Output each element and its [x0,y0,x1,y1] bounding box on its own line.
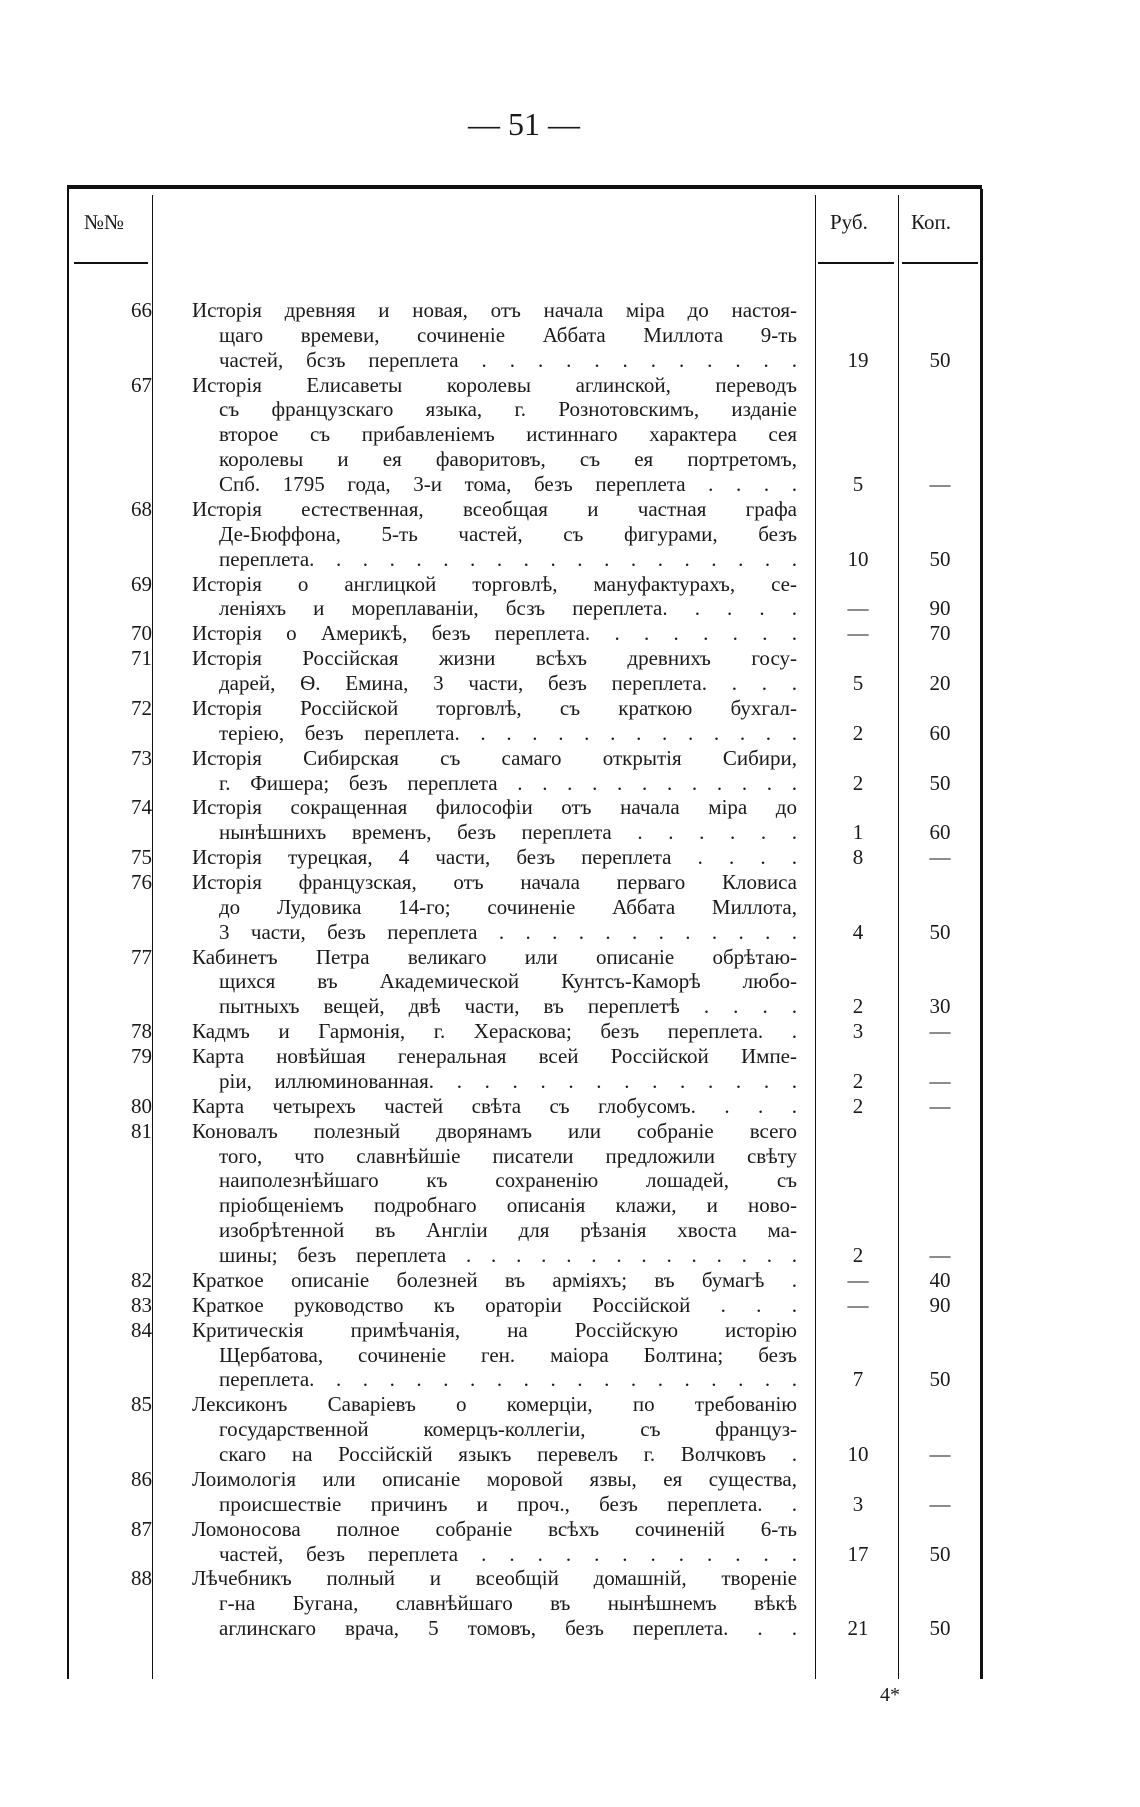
price-kopecks: — [929,845,951,870]
price-rubles: 3 [852,1491,864,1516]
entry-text-line: Лексиконъ Саваріевъ о комерціи, по требованію [192,1392,797,1417]
table-top-rule [67,185,982,189]
price-rubles: 19 [847,347,869,372]
entry-text-line: королевы и ея фаворитовъ, съ ея портретомъ, [219,447,797,472]
entry-number: 69 [131,571,152,596]
entry-number: 71 [131,646,152,671]
entry-number: 75 [131,845,152,870]
price-kopecks: 50 [929,1541,951,1566]
entry-text-line: леніяхъ и мореплаваніи, бсзъ переплета. . . . . [219,596,797,621]
entry-number: 73 [131,745,152,770]
price-rubles: 2 [852,1243,864,1268]
price-rubles: 10 [847,546,869,571]
price-kopecks: 70 [929,621,951,646]
price-kopecks: — [929,1093,951,1118]
entry-number: 78 [131,1019,152,1044]
entry-number: 82 [131,1267,152,1292]
entry-text-line: Критическія примѣчанія, на Россійскую исторію [192,1317,797,1342]
entry-text-line: Исторія о англицкой торговлѣ, мануфактурахъ, се- [192,571,797,596]
price-rubles: 21 [847,1616,869,1641]
entry-number: 72 [131,695,152,720]
entry-text-line: Ломоносова полное собраніе всѣхъ сочиненій 6-ть [192,1516,797,1541]
entry-text-line: наиполезнѣйшаго къ сохраненію лошадей, съ [219,1168,797,1193]
entry-text-line: дарей, Ѳ. Емина, 3 части, безъ переплета. . . . [219,671,797,696]
entry-text-line: Исторія французская, отъ начала перваго Кловиса [192,870,797,894]
entry-text-line: Кадмъ и Гармонія, г. Хераскова; безъ переплета. . [192,1019,797,1044]
entry-text-line: второе съ прибавленіемъ истиннаго характера сея [219,422,797,447]
number-column-divider [152,195,153,1679]
entry-number: 74 [131,795,152,820]
entry-number: 87 [131,1516,152,1541]
price-rubles: 2 [852,994,864,1019]
entry-text-line: переплета. . . . . . . . . . . . . . . . . . . [219,546,797,571]
entry-text-line: съ французскаго языка, г. Рознотовскимъ, изданіе [219,397,797,422]
entry-text-line: Коновалъ полезный дворянамъ или собраніе всего [192,1118,797,1143]
signature-mark: 4* [880,1684,900,1706]
entry-text-line: изобрѣтенной въ Англіи для рѣзанія хвоста ма- [219,1218,797,1243]
entry-text-line: Щербатова, сочиненіе ген. маіора Болтина; безъ [219,1342,797,1367]
entry-text-line: ріи, иллюминованная. . . . . . . . . . . . . . [219,1068,797,1093]
entry-text-line: Исторія Сибирская съ самаго открытія Сибири, [192,745,797,770]
entry-text-line: Исторія Россійской торговлѣ, съ краткою бухгал- [192,695,797,720]
entry-text-line: государственной комерцъ-коллегіи, съ француз- [219,1417,797,1442]
price-rubles: 2 [852,1068,864,1093]
header-underline-rub [818,262,894,264]
price-kopecks: 20 [929,671,951,696]
entry-text-line: Краткое описаніе болезней въ арміяхъ; въ бумагѣ . [192,1267,797,1292]
price-rubles: 7 [852,1367,864,1392]
price-kopecks: 50 [929,919,951,944]
entry-number: 84 [131,1317,152,1342]
entry-text-line: нынѣшнихъ временъ, безъ переплета . . . . . . [219,820,797,845]
entry-number: 81 [131,1118,152,1143]
price-kopecks: 30 [929,994,951,1019]
price-kopecks: 50 [929,347,951,372]
kop-column-divider [898,195,899,1679]
price-kopecks: 90 [929,596,951,621]
entry-number: 83 [131,1292,152,1317]
price-rubles: 5 [852,671,864,696]
price-rubles: 1 [852,820,864,845]
price-rubles: 4 [852,919,864,944]
table-left-border [67,189,69,1679]
entry-text-line: 3 части, безъ переплета . . . . . . . . . . . . [219,919,797,944]
entry-text-line: теріею, безъ переплета. . . . . . . . . . . . . . [219,720,797,745]
table-right-border [980,189,983,1679]
price-kopecks: 60 [929,720,951,745]
price-rubles: — [847,1267,869,1292]
price-kopecks: — [929,1491,951,1516]
price-rubles: 17 [847,1541,869,1566]
price-kopecks: 50 [929,1616,951,1641]
price-kopecks: 90 [929,1292,951,1317]
entry-number: 68 [131,496,152,521]
entry-text-line: г. Фишера; безъ переплета . . . . . . . . . . . . [219,770,797,795]
price-rubles: 2 [852,720,864,745]
header-underline-num [74,262,148,264]
entry-number: 77 [131,944,152,969]
price-kopecks: 50 [929,770,951,795]
price-rubles: 2 [852,1093,864,1118]
entry-text-line: щаго времеви, сочиненіе Аббата Миллота 9-ть [219,322,797,347]
page-number: — 51 — [468,106,580,142]
price-rubles: — [847,1292,869,1317]
entry-number: 67 [131,372,152,397]
entry-text-line: частей, бсзъ переплета . . . . . . . . . . . . [219,347,797,372]
entry-text-line: частей, безъ переплета . . . . . . . . . . . . [219,1541,797,1566]
entry-text-line: Исторія турецкая, 4 части, безъ переплета . . . . [192,845,797,870]
entry-number: 80 [131,1093,152,1118]
entry-text-line: Лоимологія или описаніе моровой язвы, ея существа, [192,1466,797,1491]
entry-text-line: Карта новѣйшая генеральная всей Россійской Импе- [192,1044,797,1069]
price-kopecks: — [929,1019,951,1044]
entry-text-line: Исторія Елисаветы королевы аглинской, переводъ [192,372,797,397]
entry-text-line: Исторія естественная, всеобщая и частная графа [192,496,797,521]
header-underline-kop [902,262,978,264]
rub-column-divider [815,195,816,1679]
entry-text-line: Кабинетъ Петра великаго или описаніе обрѣтаю- [192,944,797,969]
entry-text-line: Карта четырехъ частей свѣта съ глобусомъ. . . . [192,1093,797,1118]
price-kopecks: — [929,1442,951,1467]
price-rubles: 10 [847,1442,869,1467]
entry-text-line: Исторія Россійская жизни всѣхъ древнихъ госу- [192,646,797,671]
entry-number: 66 [131,298,152,322]
price-kopecks: — [929,472,951,497]
entry-number: 70 [131,621,152,646]
entry-text-line: до Лудовика 14-го; сочиненіе Аббата Миллота, [219,894,797,919]
entry-text-line: Исторія о Америкѣ, безъ переплета. . . . . . . . [192,621,797,646]
price-kopecks: — [929,1243,951,1268]
entry-text-line: щихся въ Академической Кунтсъ-Каморѣ любо- [219,969,797,994]
entry-text-line: происшествіе причинъ и проч., безъ переплета. . [219,1491,797,1516]
entry-text-line: Краткое руководство къ ораторіи Россійской . . . [192,1292,797,1317]
price-rubles: — [847,621,869,646]
header-rubles: Руб. [830,210,868,234]
price-kopecks: 60 [929,820,951,845]
price-rubles: 2 [852,770,864,795]
entry-text-line: пріобщеніемъ подробнаго описанія клажи, и ново- [219,1193,797,1218]
entry-text-line: Лѣчебникъ полный и всеобщій домашній, твореніе [192,1566,797,1591]
entry-text-line: того, что славнѣйшіе писатели предложили свѣту [219,1143,797,1168]
entry-number: 86 [131,1466,152,1491]
price-kopecks: 50 [929,546,951,571]
price-rubles: 8 [852,845,864,870]
entry-text-line: Исторія древняя и новая, отъ начала міра до настоя- [192,298,797,322]
entry-text-line: переплета. . . . . . . . . . . . . . . . . . . [219,1367,797,1392]
price-kopecks: — [929,1068,951,1093]
entry-number: 88 [131,1566,152,1591]
entry-text-line: Де-Бюффона, 5-ть частей, съ фигурами, безъ [219,521,797,546]
price-kopecks: 50 [929,1367,951,1392]
entry-number: 76 [131,870,152,894]
entry-text-line: пытныхъ вещей, двѣ части, въ переплетѣ . . . . [219,994,797,1019]
price-rubles: 5 [852,472,864,497]
entry-number: 79 [131,1044,152,1069]
entry-text-line: Исторія сокращенная философіи отъ начала міра до [192,795,797,820]
price-rubles: — [847,596,869,621]
entry-text-line: шины; безъ переплета . . . . . . . . . . . . . . [219,1243,797,1268]
entry-text-line: аглинскаго врача, 5 томовъ, безъ переплета. . . [219,1616,797,1641]
header-kopecks: Коп. [911,210,951,234]
entry-text-line: Спб. 1795 года, 3-и тома, безъ переплета . . . . [219,472,797,497]
price-rubles: 3 [852,1019,864,1044]
entry-text-line: скаго на Россійскій языкъ перевелъ г. Волчковъ . [219,1442,797,1467]
entry-number: 85 [131,1392,152,1417]
entry-text-line: г-на Бугана, славнѣйшаго въ нынѣшнемъ вѣкѣ [219,1591,797,1616]
header-number: №№ [84,210,125,234]
price-kopecks: 40 [929,1267,951,1292]
